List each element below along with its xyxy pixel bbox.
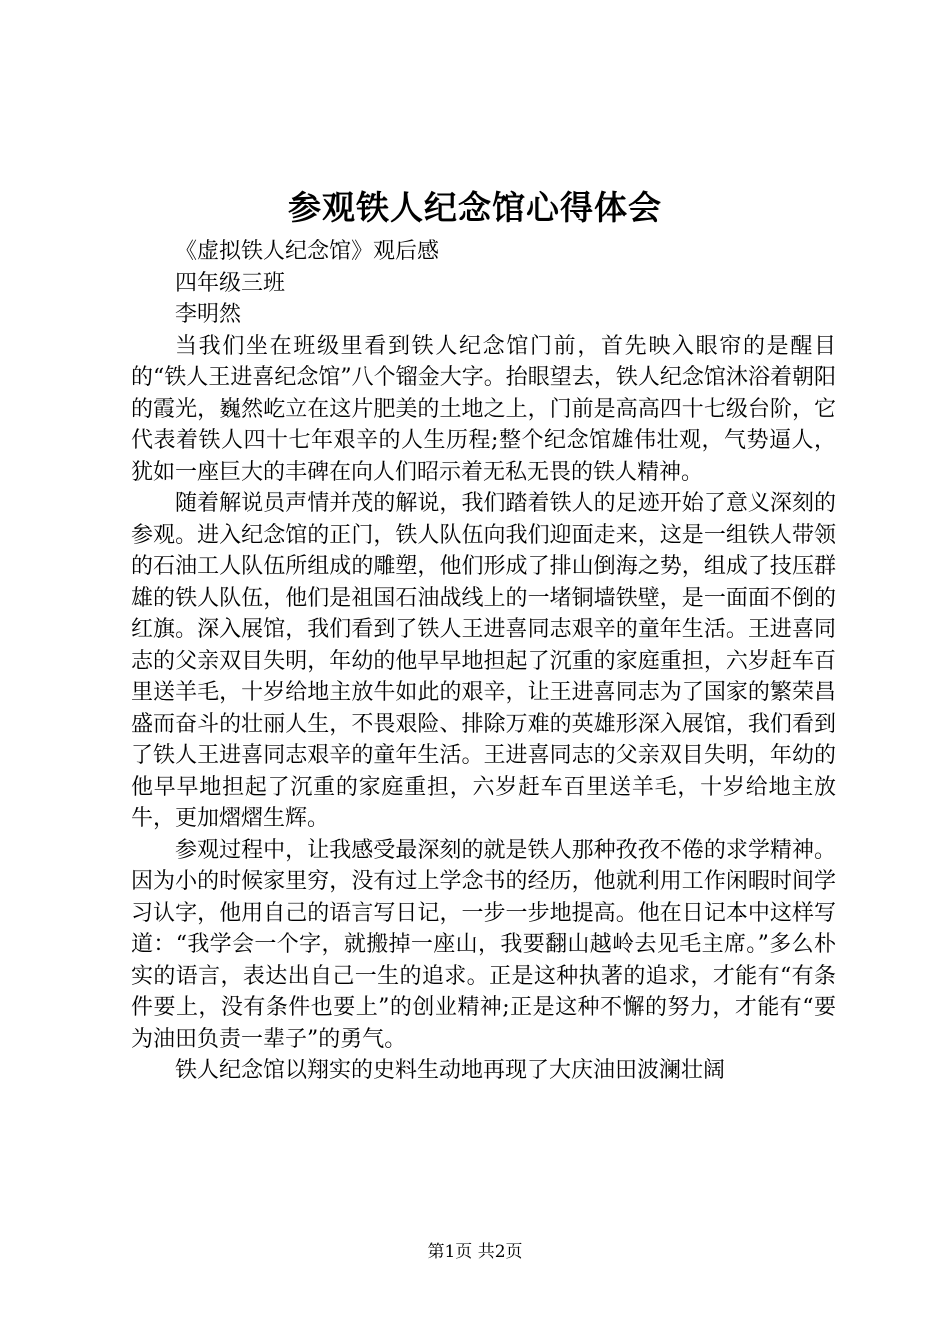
paragraph: 参观过程中，让我感受最深刻的就是铁人那种孜孜不倦的求学精神。因为小的时候家里穷，没有过上学念书的经历，他就利用工作闲暇时间学习认字，他用自己的语言写日记，一步一步地提高。他在日记本中这样写道：“我学会一个字，就搬掉一座山，我要翻山越岭去见毛主席。”多么朴实的语言，表达出自己一生的追求。正是这种执著的追求，才能有“有条件要上，没有条件也要上”的创业精神;正是这种不懈的努力，才能有“要为油田负责一辈子”的勇气。 <box>131 837 836 1052</box>
page-footer: 第1页 共2页 <box>427 1242 523 1262</box>
paragraph: 当我们坐在班级里看到铁人纪念馆门前，首先映入眼帘的是醒目的“铁人王进喜纪念馆”八个镏金大字。抬眼望去，铁人纪念馆沐浴着朝阳的霞光，巍然屹立在这片肥美的土地之上，门前是高高四十七级台阶，它代表着铁人四十七年艰辛的人生历程;整个纪念馆雄伟壮观，气势逼人，犹如一座巨大的丰碑在向人们昭示着无私无畏的铁人精神。 <box>131 333 836 485</box>
paragraph: 随着解说员声情并茂的解说，我们踏着铁人的足迹开始了意义深刻的参观。进入纪念馆的正门，铁人队伍向我们迎面走来，这是一组铁人带领的石油工人队伍所组成的雕塑，他们形成了排山倒海之势，组成了技压群雄的铁人队伍，他们是祖国石油战线上的一堵铜墙铁壁，是一面面不倒的红旗。深入展馆，我们看到了铁人王进喜同志艰辛的童年生活。王进喜同志的父亲双目失明，年幼的他早早地担起了沉重的家庭重担，六岁赶车百里送羊毛，十岁给地主放牛如此的艰辛，让王进喜同志为了国家的繁荣昌盛而奋斗的壮丽人生，不畏艰险、排除万难的英雄形深入展馆，我们看到了铁人王进喜同志艰辛的童年生活。王进喜同志的父亲双目失明，年幼的他早早地担起了沉重的家庭重担，六岁赶车百里送羊毛，十岁给地主放牛，更加熠熠生辉。 <box>131 491 836 831</box>
class-line: 四年级三班 <box>175 270 286 296</box>
subtitle-line: 《虚拟铁人纪念馆》观后感 <box>175 239 440 264</box>
paragraph: 铁人纪念馆以翔实的史料生动地再现了大庆油田波澜壮阔 <box>175 1058 726 1083</box>
document-title: 参观铁人纪念馆心得体会 <box>288 188 662 227</box>
document-body <box>131 236 836 1087</box>
author-line: 李明然 <box>175 302 242 327</box>
